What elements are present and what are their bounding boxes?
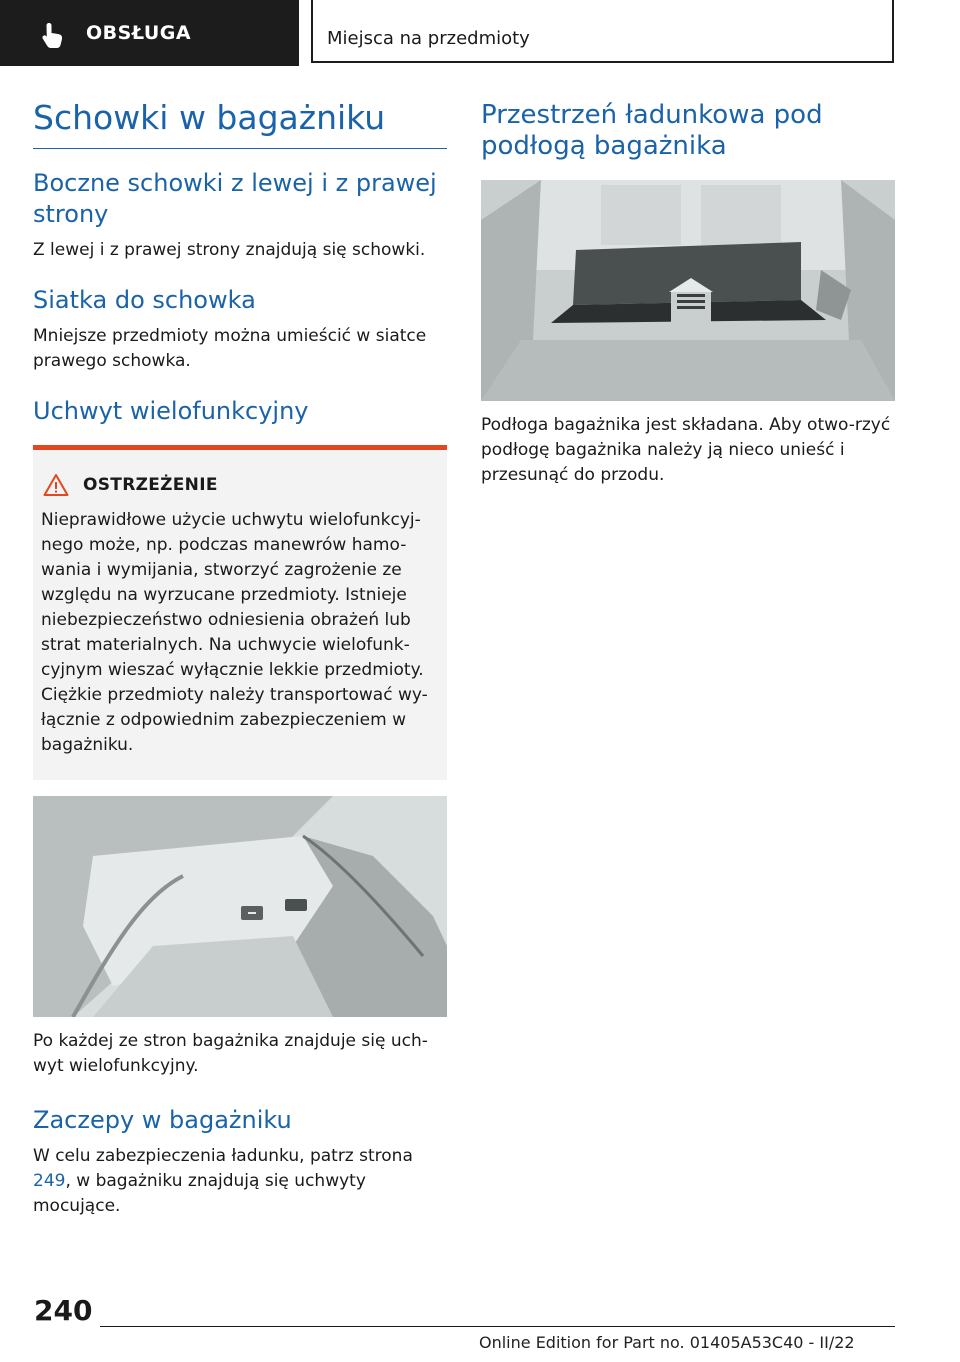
- hand-pointer-icon: [38, 20, 68, 50]
- section-heading-side-compartments: Boczne schowki z lewej i z prawej strony: [33, 169, 437, 228]
- luggage-floor-illustration: [481, 180, 895, 401]
- warning-box: [33, 445, 447, 780]
- header-chapter-box: [311, 0, 894, 63]
- header-section-label: OBSŁUGA: [86, 22, 192, 44]
- section-heading-lashing-eyes: Zaczepy w bagażniku: [33, 1106, 292, 1134]
- edition-label: Online Edition for Part no. 01405A53C40 - II/22: [479, 1333, 855, 1352]
- warning-text: Nieprawidłowe użycie uchwytu wielofunkcyj-nego może, np. podczas manewrów hamo-wania i wymijania, stworzyć zagrożenie ze względu na wyrzucane przedmioty. Istnieje niebezpieczeństwo odniesienia obrażeń lub strat materialnych. Na uchwycie wielofunk-cyjnym wieszać wyłącznie lekkie przedmioty. Ciężkie przedmioty należy transportować wy-łącznie z odpowiednim zabezpieczeniem w bagażniku.: [41, 510, 428, 755]
- page-title: Schowki w bagażniku: [33, 98, 386, 137]
- section-text-lashing-eyes: W celu zabezpieczenia ładunku, patrz strona 249, w bagażniku znajdują się uchwyty mocujące.: [33, 1146, 413, 1216]
- underfloor-storage-caption: Podłoga bagażnika jest składana. Aby otwo-rzyć podłogę bagażnika należy ją nieco unieść i przesunąć do przodu.: [481, 415, 891, 485]
- section-heading-multifunction-hook: Uchwyt wielofunkcyjny: [33, 397, 309, 425]
- warning-triangle-icon: [43, 473, 69, 497]
- left-column: [33, 96, 447, 1219]
- section-heading-net: Siatka do schowka: [33, 286, 256, 314]
- section-text-side-compartments: Z lewej i z prawej strony znajdują się schowki.: [33, 240, 426, 260]
- section-text-net: Mniejsze przedmioty można umieścić w siatce prawego schowka.: [33, 326, 427, 371]
- section-heading-underfloor-storage: Przestrzeń ładunkowa pod podłogą bagażnika: [481, 100, 823, 161]
- multifunction-hook-illustration: [33, 796, 447, 1017]
- header-section-tab: [0, 0, 299, 66]
- page-reference-link[interactable]: 249: [33, 1171, 66, 1191]
- multifunction-hook-caption: Po każdej ze stron bagażnika znajduje się uch-wyt wielofunkcyjny.: [33, 1031, 428, 1076]
- footer-divider: [100, 1326, 895, 1327]
- warning-title: OSTRZEŻENIE: [83, 475, 218, 495]
- right-column: [481, 96, 895, 488]
- page-number: 240: [34, 1294, 93, 1327]
- header-chapter-label: Miejsca na przedmioty: [327, 28, 530, 49]
- title-divider: [33, 148, 447, 149]
